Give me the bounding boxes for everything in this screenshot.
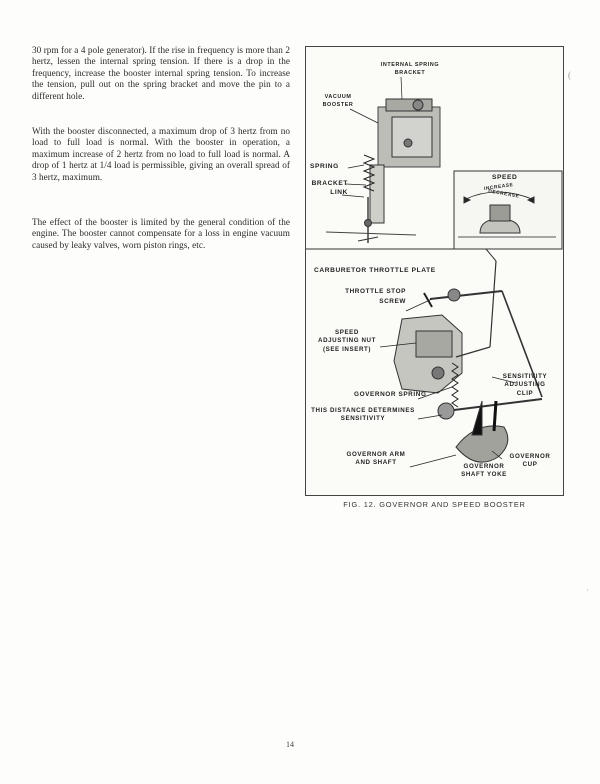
paragraph-1: 30 rpm for a 4 pole generator). If the rise in frequency is more than 2 hertz, lessen the internal spring tension. If there is a drop in the frequency, increase the booster internal spring tension. To increase the tension, pull out on the spring bracket and move the pin to a different hole. xyxy=(32,45,290,101)
label-throttle-stop-screw: THROTTLE STOP SCREW xyxy=(345,288,406,305)
scan-mark: ʾ xyxy=(586,588,589,598)
label-bracket-link: BRACKET LINK xyxy=(311,180,348,196)
label-speed-adjusting-nut: SPEED ADJUSTING NUT (SEE INSERT) xyxy=(318,329,376,353)
figure-governor-booster xyxy=(305,46,564,496)
figure-caption: FIG. 12. GOVERNOR AND SPEED BOOSTER xyxy=(343,500,526,509)
label-governor-arm-and-shaft: GOVERNOR ARM AND SHAFT xyxy=(346,451,406,467)
paragraph-2: With the booster disconnected, a maximum drop of 3 hertz from no load to full load is normal. With the booster in operation, a maximum increase of 2 hertz from no load to full load is normal. A drop of 1 hertz at 1/4 load is permissible, giving an overall spread of 3 hertz, maximum. xyxy=(32,126,290,182)
label-spring: SPRING xyxy=(310,163,339,170)
governor-linkage-drawing xyxy=(380,249,542,467)
page-number: 14 xyxy=(286,740,294,749)
label-this-distance-determines-sensitivity: THIS DISTANCE DETERMINES SENSITIVITY xyxy=(311,407,415,423)
label-sensitivity-adjusting-clip: SENSITIVITY ADJUSTING CLIP xyxy=(502,373,548,397)
paragraph-3: The effect of the booster is limited by the general condition of the engine. The booster cannot compensate for a loss in engine vacuum caused by leaky valves, worn piston rings, etc. xyxy=(32,217,290,250)
label-vacuum-booster: VACUUM BOOSTER xyxy=(322,94,354,108)
scan-mark: ( xyxy=(568,70,571,80)
label-increase: INCREASE xyxy=(483,182,514,193)
label-speed: SPEED xyxy=(492,174,518,181)
label-governor-shaft-yoke: GOVERNOR SHAFT YOKE xyxy=(461,463,507,479)
label-decrease: DECREASE xyxy=(487,189,520,200)
label-internal-spring-bracket: INTERNAL SPRING BRACKET xyxy=(380,62,440,76)
label-governor-cup: GOVERNOR CUP xyxy=(509,453,551,469)
label-governor-spring: GOVERNOR SPRING xyxy=(354,391,427,398)
label-carburetor-throttle-plate: CARBURETOR THROTTLE PLATE xyxy=(314,267,436,274)
